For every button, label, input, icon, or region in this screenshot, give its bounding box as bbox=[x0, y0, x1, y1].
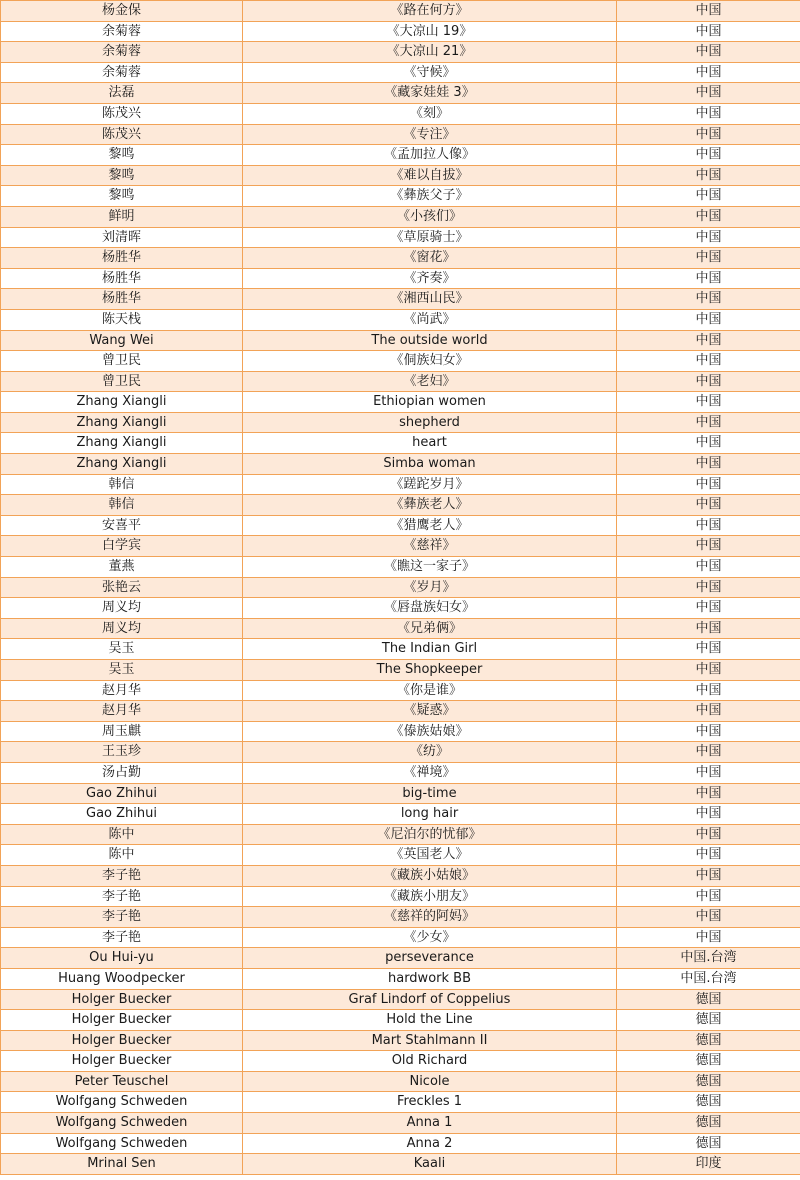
table-row bbox=[1, 330, 800, 351]
title-cell: 《窗花》 bbox=[243, 248, 617, 269]
table-row bbox=[1, 1154, 800, 1175]
country-cell: 中国 bbox=[617, 83, 800, 104]
author-cell: 王玉珍 bbox=[1, 742, 243, 763]
table-row bbox=[1, 598, 800, 619]
country-cell: 中国 bbox=[617, 927, 800, 948]
table-row bbox=[1, 845, 800, 866]
author-cell: 法磊 bbox=[1, 83, 243, 104]
table-row bbox=[1, 701, 800, 722]
country-cell: 中国 bbox=[617, 536, 800, 557]
table-row bbox=[1, 742, 800, 763]
author-cell: 周义均 bbox=[1, 598, 243, 619]
author-cell: 白学宾 bbox=[1, 536, 243, 557]
author-cell: Zhang Xiangli bbox=[1, 412, 243, 433]
country-cell: 中国 bbox=[617, 701, 800, 722]
author-cell: 杨胜华 bbox=[1, 268, 243, 289]
title-cell: 《慈祥》 bbox=[243, 536, 617, 557]
author-cell: 鲜明 bbox=[1, 206, 243, 227]
table-row bbox=[1, 783, 800, 804]
author-cell: 赵月华 bbox=[1, 680, 243, 701]
author-cell: Holger Buecker bbox=[1, 989, 243, 1010]
title-cell: 《草原骑士》 bbox=[243, 227, 617, 248]
title-cell: 《难以自拔》 bbox=[243, 165, 617, 186]
table-row bbox=[1, 1092, 800, 1113]
title-cell: shepherd bbox=[243, 412, 617, 433]
title-cell: Simba woman bbox=[243, 454, 617, 475]
country-cell: 中国 bbox=[617, 557, 800, 578]
country-cell: 中国 bbox=[617, 886, 800, 907]
author-cell: Wolfgang Schweden bbox=[1, 1113, 243, 1134]
author-cell: 李子艳 bbox=[1, 927, 243, 948]
title-cell: 《少女》 bbox=[243, 927, 617, 948]
title-cell: 《彝族父子》 bbox=[243, 186, 617, 207]
country-cell: 中国 bbox=[617, 330, 800, 351]
title-cell: 《禅境》 bbox=[243, 762, 617, 783]
title-cell: 《兄弟俩》 bbox=[243, 618, 617, 639]
table-row bbox=[1, 680, 800, 701]
table-row bbox=[1, 474, 800, 495]
author-cell: 李子艳 bbox=[1, 865, 243, 886]
title-cell: 《藏族小姑娘》 bbox=[243, 865, 617, 886]
country-cell: 德国 bbox=[617, 1133, 800, 1154]
title-cell: 《瞧这一家子》 bbox=[243, 557, 617, 578]
author-cell: 黎鸣 bbox=[1, 165, 243, 186]
table-row bbox=[1, 495, 800, 516]
table-row bbox=[1, 124, 800, 145]
author-cell: 曾卫民 bbox=[1, 351, 243, 372]
country-cell: 中国 bbox=[617, 289, 800, 310]
author-cell: 陈中 bbox=[1, 845, 243, 866]
country-cell: 中国 bbox=[617, 577, 800, 598]
country-cell: 中国 bbox=[617, 186, 800, 207]
table-row bbox=[1, 968, 800, 989]
author-cell: 杨胜华 bbox=[1, 289, 243, 310]
table-row bbox=[1, 62, 800, 83]
country-cell: 德国 bbox=[617, 1113, 800, 1134]
table-row bbox=[1, 1, 800, 22]
country-cell: 中国 bbox=[617, 660, 800, 681]
country-cell: 中国.台湾 bbox=[617, 948, 800, 969]
title-cell: 《尼泊尔的忧郁》 bbox=[243, 824, 617, 845]
country-cell: 中国 bbox=[617, 392, 800, 413]
country-cell: 中国 bbox=[617, 124, 800, 145]
title-cell: The Indian Girl bbox=[243, 639, 617, 660]
table-row bbox=[1, 804, 800, 825]
table-row bbox=[1, 42, 800, 63]
author-cell: Mrinal Sen bbox=[1, 1154, 243, 1175]
country-cell: 中国 bbox=[617, 371, 800, 392]
table-row bbox=[1, 186, 800, 207]
author-cell: 黎鸣 bbox=[1, 145, 243, 166]
author-cell: Gao Zhihui bbox=[1, 783, 243, 804]
title-cell: 《湘西山民》 bbox=[243, 289, 617, 310]
title-cell: 《彝族老人》 bbox=[243, 495, 617, 516]
country-cell: 中国 bbox=[617, 1, 800, 22]
table-row bbox=[1, 1030, 800, 1051]
country-cell: 中国 bbox=[617, 598, 800, 619]
country-cell: 中国 bbox=[617, 845, 800, 866]
country-cell: 中国 bbox=[617, 103, 800, 124]
table-row bbox=[1, 309, 800, 330]
title-cell: 《大凉山 21》 bbox=[243, 42, 617, 63]
table-row bbox=[1, 1113, 800, 1134]
title-cell: Ethiopian women bbox=[243, 392, 617, 413]
table-row bbox=[1, 907, 800, 928]
title-cell: 《你是谁》 bbox=[243, 680, 617, 701]
author-cell: 韩信 bbox=[1, 474, 243, 495]
author-cell: 安喜平 bbox=[1, 515, 243, 536]
title-cell: 《唇盘族妇女》 bbox=[243, 598, 617, 619]
author-cell: Holger Buecker bbox=[1, 1051, 243, 1072]
table-row bbox=[1, 227, 800, 248]
title-cell: Anna 2 bbox=[243, 1133, 617, 1154]
title-cell: Freckles 1 bbox=[243, 1092, 617, 1113]
author-cell: 陈茂兴 bbox=[1, 124, 243, 145]
author-cell: Wolfgang Schweden bbox=[1, 1133, 243, 1154]
author-cell: Zhang Xiangli bbox=[1, 454, 243, 475]
country-cell: 印度 bbox=[617, 1154, 800, 1175]
title-cell: 《尚武》 bbox=[243, 309, 617, 330]
country-cell: 中国 bbox=[617, 680, 800, 701]
title-cell: 《傣族姑娘》 bbox=[243, 721, 617, 742]
country-cell: 中国 bbox=[617, 783, 800, 804]
author-cell: Zhang Xiangli bbox=[1, 433, 243, 454]
country-cell: 中国 bbox=[617, 639, 800, 660]
author-cell: Holger Buecker bbox=[1, 1030, 243, 1051]
table-row bbox=[1, 206, 800, 227]
title-cell: heart bbox=[243, 433, 617, 454]
author-cell: 曾卫民 bbox=[1, 371, 243, 392]
table-row bbox=[1, 103, 800, 124]
table-row bbox=[1, 454, 800, 475]
title-cell: Mart Stahlmann II bbox=[243, 1030, 617, 1051]
country-cell: 中国 bbox=[617, 618, 800, 639]
table-row bbox=[1, 268, 800, 289]
country-cell: 中国 bbox=[617, 824, 800, 845]
table-row bbox=[1, 145, 800, 166]
title-cell: Anna 1 bbox=[243, 1113, 617, 1134]
country-cell: 中国 bbox=[617, 721, 800, 742]
title-cell: perseverance bbox=[243, 948, 617, 969]
title-cell: 《岁月》 bbox=[243, 577, 617, 598]
table-row bbox=[1, 1133, 800, 1154]
country-cell: 中国 bbox=[617, 454, 800, 475]
author-cell: 余菊蓉 bbox=[1, 62, 243, 83]
title-cell: hardwork BB bbox=[243, 968, 617, 989]
table-row bbox=[1, 639, 800, 660]
author-cell: Ou Hui-yu bbox=[1, 948, 243, 969]
table-row bbox=[1, 721, 800, 742]
country-cell: 中国 bbox=[617, 351, 800, 372]
table-row bbox=[1, 660, 800, 681]
country-cell: 中国 bbox=[617, 433, 800, 454]
table-row bbox=[1, 289, 800, 310]
table-row bbox=[1, 392, 800, 413]
table-row bbox=[1, 618, 800, 639]
title-cell: Hold the Line bbox=[243, 1010, 617, 1031]
table-row bbox=[1, 762, 800, 783]
author-cell: 李子艳 bbox=[1, 907, 243, 928]
title-cell: 《猎鹰老人》 bbox=[243, 515, 617, 536]
author-cell: Huang Woodpecker bbox=[1, 968, 243, 989]
table-row bbox=[1, 948, 800, 969]
title-cell: 《慈祥的阿妈》 bbox=[243, 907, 617, 928]
table-row bbox=[1, 371, 800, 392]
author-cell: 陈茂兴 bbox=[1, 103, 243, 124]
title-cell: 《藏家娃娃 3》 bbox=[243, 83, 617, 104]
country-cell: 中国 bbox=[617, 21, 800, 42]
table-row bbox=[1, 536, 800, 557]
author-cell: 汤占勤 bbox=[1, 762, 243, 783]
title-cell: 《藏族小朋友》 bbox=[243, 886, 617, 907]
table-row bbox=[1, 557, 800, 578]
title-cell: 《大凉山 19》 bbox=[243, 21, 617, 42]
table-row bbox=[1, 865, 800, 886]
table-row bbox=[1, 989, 800, 1010]
country-cell: 中国 bbox=[617, 145, 800, 166]
country-cell: 中国 bbox=[617, 804, 800, 825]
author-cell: 周玉麒 bbox=[1, 721, 243, 742]
table-row bbox=[1, 824, 800, 845]
author-cell: 周义均 bbox=[1, 618, 243, 639]
title-cell: big-time bbox=[243, 783, 617, 804]
country-cell: 德国 bbox=[617, 1010, 800, 1031]
author-cell: Wang Wei bbox=[1, 330, 243, 351]
title-cell: 《英国老人》 bbox=[243, 845, 617, 866]
author-cell: 韩信 bbox=[1, 495, 243, 516]
author-cell: 余菊蓉 bbox=[1, 21, 243, 42]
author-cell: 张艳云 bbox=[1, 577, 243, 598]
country-cell: 中国 bbox=[617, 62, 800, 83]
country-cell: 中国 bbox=[617, 742, 800, 763]
table-row bbox=[1, 1071, 800, 1092]
title-cell: long hair bbox=[243, 804, 617, 825]
country-cell: 中国 bbox=[617, 474, 800, 495]
author-cell: 吴玉 bbox=[1, 639, 243, 660]
table-row bbox=[1, 886, 800, 907]
table-row bbox=[1, 83, 800, 104]
table-row bbox=[1, 248, 800, 269]
title-cell: Kaali bbox=[243, 1154, 617, 1175]
title-cell: The outside world bbox=[243, 330, 617, 351]
country-cell: 中国 bbox=[617, 42, 800, 63]
title-cell: 《专注》 bbox=[243, 124, 617, 145]
table-row bbox=[1, 351, 800, 372]
author-cell: 吴玉 bbox=[1, 660, 243, 681]
author-cell: Peter Teuschel bbox=[1, 1071, 243, 1092]
author-cell: 陈中 bbox=[1, 824, 243, 845]
title-cell: 《蹉跎岁月》 bbox=[243, 474, 617, 495]
title-cell: 《疑惑》 bbox=[243, 701, 617, 722]
table-row bbox=[1, 165, 800, 186]
country-cell: 中国 bbox=[617, 515, 800, 536]
author-cell: Wolfgang Schweden bbox=[1, 1092, 243, 1113]
country-cell: 中国 bbox=[617, 865, 800, 886]
author-cell: Zhang Xiangli bbox=[1, 392, 243, 413]
title-cell: The Shopkeeper bbox=[243, 660, 617, 681]
country-cell: 德国 bbox=[617, 989, 800, 1010]
table-row bbox=[1, 1010, 800, 1031]
country-cell: 中国 bbox=[617, 907, 800, 928]
country-cell: 中国 bbox=[617, 227, 800, 248]
author-cell: Gao Zhihui bbox=[1, 804, 243, 825]
title-cell: Old Richard bbox=[243, 1051, 617, 1072]
country-cell: 中国 bbox=[617, 165, 800, 186]
author-cell: 赵月华 bbox=[1, 701, 243, 722]
table-row bbox=[1, 412, 800, 433]
title-cell: 《小孩们》 bbox=[243, 206, 617, 227]
title-cell: 《路在何方》 bbox=[243, 1, 617, 22]
table-row bbox=[1, 577, 800, 598]
author-cell: 李子艳 bbox=[1, 886, 243, 907]
author-cell: 刘清晖 bbox=[1, 227, 243, 248]
author-cell: 陈天栈 bbox=[1, 309, 243, 330]
title-cell: 《老妇》 bbox=[243, 371, 617, 392]
title-cell: 《齐奏》 bbox=[243, 268, 617, 289]
table-row bbox=[1, 433, 800, 454]
author-cell: 黎鸣 bbox=[1, 186, 243, 207]
title-cell: 《侗族妇女》 bbox=[243, 351, 617, 372]
country-cell: 中国 bbox=[617, 762, 800, 783]
country-cell: 德国 bbox=[617, 1071, 800, 1092]
table-row bbox=[1, 21, 800, 42]
author-cell: 余菊蓉 bbox=[1, 42, 243, 63]
title-cell: 《纺》 bbox=[243, 742, 617, 763]
country-cell: 中国 bbox=[617, 268, 800, 289]
entries-table-body bbox=[1, 1, 800, 1175]
author-cell: 董燕 bbox=[1, 557, 243, 578]
author-cell: 杨金保 bbox=[1, 1, 243, 22]
title-cell: 《孟加拉人像》 bbox=[243, 145, 617, 166]
country-cell: 德国 bbox=[617, 1030, 800, 1051]
author-cell: 杨胜华 bbox=[1, 248, 243, 269]
country-cell: 中国 bbox=[617, 412, 800, 433]
country-cell: 中国 bbox=[617, 248, 800, 269]
table-row bbox=[1, 515, 800, 536]
country-cell: 中国 bbox=[617, 309, 800, 330]
country-cell: 中国.台湾 bbox=[617, 968, 800, 989]
table-row bbox=[1, 1051, 800, 1072]
country-cell: 德国 bbox=[617, 1051, 800, 1072]
title-cell: 《守候》 bbox=[243, 62, 617, 83]
title-cell: Graf Lindorf of Coppelius bbox=[243, 989, 617, 1010]
author-cell: Holger Buecker bbox=[1, 1010, 243, 1031]
country-cell: 中国 bbox=[617, 495, 800, 516]
title-cell: Nicole bbox=[243, 1071, 617, 1092]
title-cell: 《刻》 bbox=[243, 103, 617, 124]
table-row bbox=[1, 927, 800, 948]
country-cell: 德国 bbox=[617, 1092, 800, 1113]
country-cell: 中国 bbox=[617, 206, 800, 227]
